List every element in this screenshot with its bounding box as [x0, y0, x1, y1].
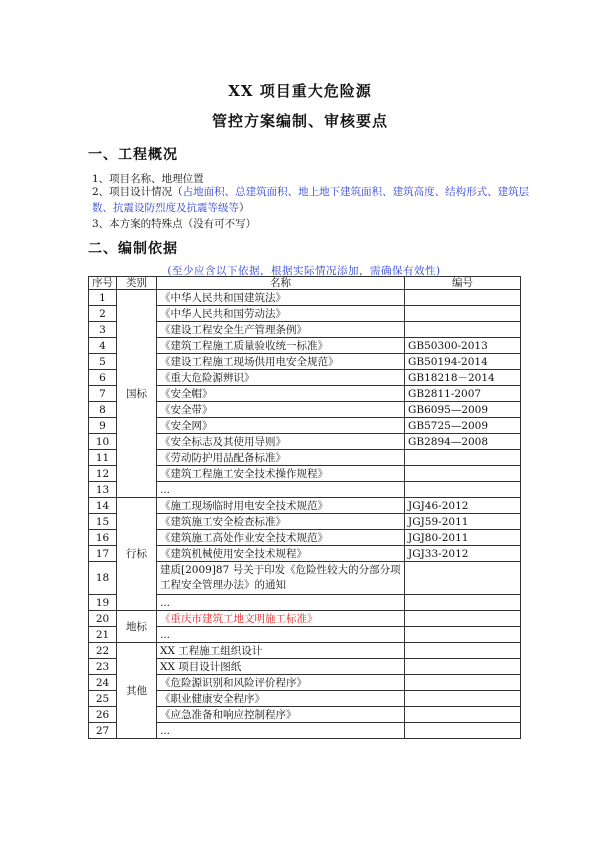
row-no: 21 — [89, 627, 117, 643]
header-name: 名称 — [157, 277, 405, 290]
row-code — [405, 691, 521, 707]
overview-item-2-suffix: ） — [239, 202, 250, 214]
row-name: 《重大危险源辨识》 — [157, 370, 405, 386]
row-name: 《劳动防护用品配备标准》 — [157, 450, 405, 466]
row-code: GB18218－2014 — [405, 370, 521, 386]
row-name: 建质[2009]87 号关于印发《危险性较大的分部分项工程安全管理办法》的通知 — [157, 562, 405, 595]
header-no: 序号 — [89, 277, 117, 290]
row-no: 27 — [89, 723, 117, 739]
document-title-line2: 管控方案编制、审核要点 — [211, 112, 388, 130]
row-code — [405, 595, 521, 611]
row-code — [405, 643, 521, 659]
row-name: 《建筑工程施工质量验收统一标准》 — [157, 338, 405, 354]
row-no: 16 — [89, 530, 117, 546]
row-no: 13 — [89, 482, 117, 498]
row-name: 《安全帽》 — [157, 386, 405, 402]
row-name: 《安全带》 — [157, 402, 405, 418]
row-code: JGJ33-2012 — [405, 546, 521, 562]
table-header-row — [89, 277, 521, 290]
row-no: 12 — [89, 466, 117, 482]
basis-note: (至少应含以下依据，根据实际情况添加，需确保有效性) — [167, 265, 441, 277]
header-category: 类别 — [117, 277, 157, 290]
row-no: 24 — [89, 675, 117, 691]
row-no: 4 — [89, 338, 117, 354]
row-no: 19 — [89, 595, 117, 611]
row-code — [405, 659, 521, 675]
row-name: 《职业健康安全程序》 — [157, 691, 405, 707]
section-heading-basis: 二、编制依据 — [88, 241, 178, 257]
table-row — [89, 643, 521, 659]
basis-table — [88, 276, 521, 739]
row-no: 17 — [89, 546, 117, 562]
row-code: GB50194-2014 — [405, 354, 521, 370]
row-name: XX 工程施工组织设计 — [157, 643, 405, 659]
row-no: 18 — [89, 562, 117, 595]
row-name: 《建设工程施工现场供用电安全规范》 — [157, 354, 405, 370]
row-code — [405, 322, 521, 338]
row-no: 1 — [89, 290, 117, 306]
row-code: JGJ46-2012 — [405, 498, 521, 514]
row-name: ... — [157, 723, 405, 739]
row-code — [405, 290, 521, 306]
row-code — [405, 450, 521, 466]
overview-item-1: 1、项目名称、地理位置 — [92, 173, 204, 185]
row-name: 《安全标志及其使用导则》 — [157, 434, 405, 450]
row-code: GB50300-2013 — [405, 338, 521, 354]
row-name: 《建筑施工高处作业安全技术规范》 — [157, 530, 405, 546]
row-no: 9 — [89, 418, 117, 434]
row-no: 6 — [89, 370, 117, 386]
row-no: 3 — [89, 322, 117, 338]
row-name: 《危险源识别和风险评价程序》 — [157, 675, 405, 691]
row-no: 5 — [89, 354, 117, 370]
row-no: 7 — [89, 386, 117, 402]
row-no: 2 — [89, 306, 117, 322]
row-code: GB6095—2009 — [405, 402, 521, 418]
row-no: 11 — [89, 450, 117, 466]
row-code — [405, 562, 521, 595]
row-name: ... — [157, 627, 405, 643]
overview-item-2-detail: 占地面积、总建筑面积、地上地下建筑面积、建筑高度、结构形式、建筑层数、抗震设防烈度及抗震等级等 — [92, 186, 530, 214]
row-name: 《建筑施工安全检查标准》 — [157, 514, 405, 530]
row-no: 25 — [89, 691, 117, 707]
table-row — [89, 498, 521, 514]
category-local: 地标 — [117, 611, 157, 643]
row-no: 10 — [89, 434, 117, 450]
row-name: 《建筑机械使用安全技术规程》 — [157, 546, 405, 562]
document-title-line1: XX 项目重大危险源 — [228, 82, 372, 100]
row-name: 《中华人民共和国建筑法》 — [157, 290, 405, 306]
row-name: ... — [157, 595, 405, 611]
category-industry: 行标 — [117, 498, 157, 611]
row-name: 《中华人民共和国劳动法》 — [157, 306, 405, 322]
row-no: 8 — [89, 402, 117, 418]
row-code — [405, 723, 521, 739]
row-no: 22 — [89, 643, 117, 659]
row-name: 《建设工程安全生产管理条例》 — [157, 322, 405, 338]
row-name: XX 项目设计图纸 — [157, 659, 405, 675]
row-code — [405, 627, 521, 643]
category-other: 其他 — [117, 643, 157, 739]
section-heading-overview: 一、工程概况 — [88, 147, 178, 163]
row-no: 20 — [89, 611, 117, 627]
row-code — [405, 306, 521, 322]
header-code: 编号 — [405, 277, 521, 290]
row-name: ... — [157, 482, 405, 498]
overview-item-3: 3、本方案的特殊点（没有可不写） — [92, 218, 257, 230]
row-code: GB2894—2008 — [405, 434, 521, 450]
table-row — [89, 611, 521, 627]
row-code: JGJ80-2011 — [405, 530, 521, 546]
row-no: 26 — [89, 707, 117, 723]
row-code — [405, 611, 521, 627]
row-code — [405, 466, 521, 482]
row-no: 14 — [89, 498, 117, 514]
category-national: 国标 — [117, 290, 157, 498]
row-name: 《重庆市建筑工地文明施工标准》 — [157, 611, 405, 627]
overview-item-2-prefix: 2、项目设计情况（ — [92, 186, 183, 198]
row-code — [405, 675, 521, 691]
row-name: 《应急准备和响应控制程序》 — [157, 707, 405, 723]
row-no: 23 — [89, 659, 117, 675]
table-row — [89, 290, 521, 306]
row-no: 15 — [89, 514, 117, 530]
row-name: 《安全网》 — [157, 418, 405, 434]
row-name: 《建筑工程施工安全技术操作规程》 — [157, 466, 405, 482]
row-code — [405, 482, 521, 498]
row-name: 《施工现场临时用电安全技术规范》 — [157, 498, 405, 514]
overview-item-2 — [92, 184, 532, 216]
row-code — [405, 707, 521, 723]
row-code: GB5725—2009 — [405, 418, 521, 434]
row-code: JGJ59-2011 — [405, 514, 521, 530]
row-code: GB2811-2007 — [405, 386, 521, 402]
